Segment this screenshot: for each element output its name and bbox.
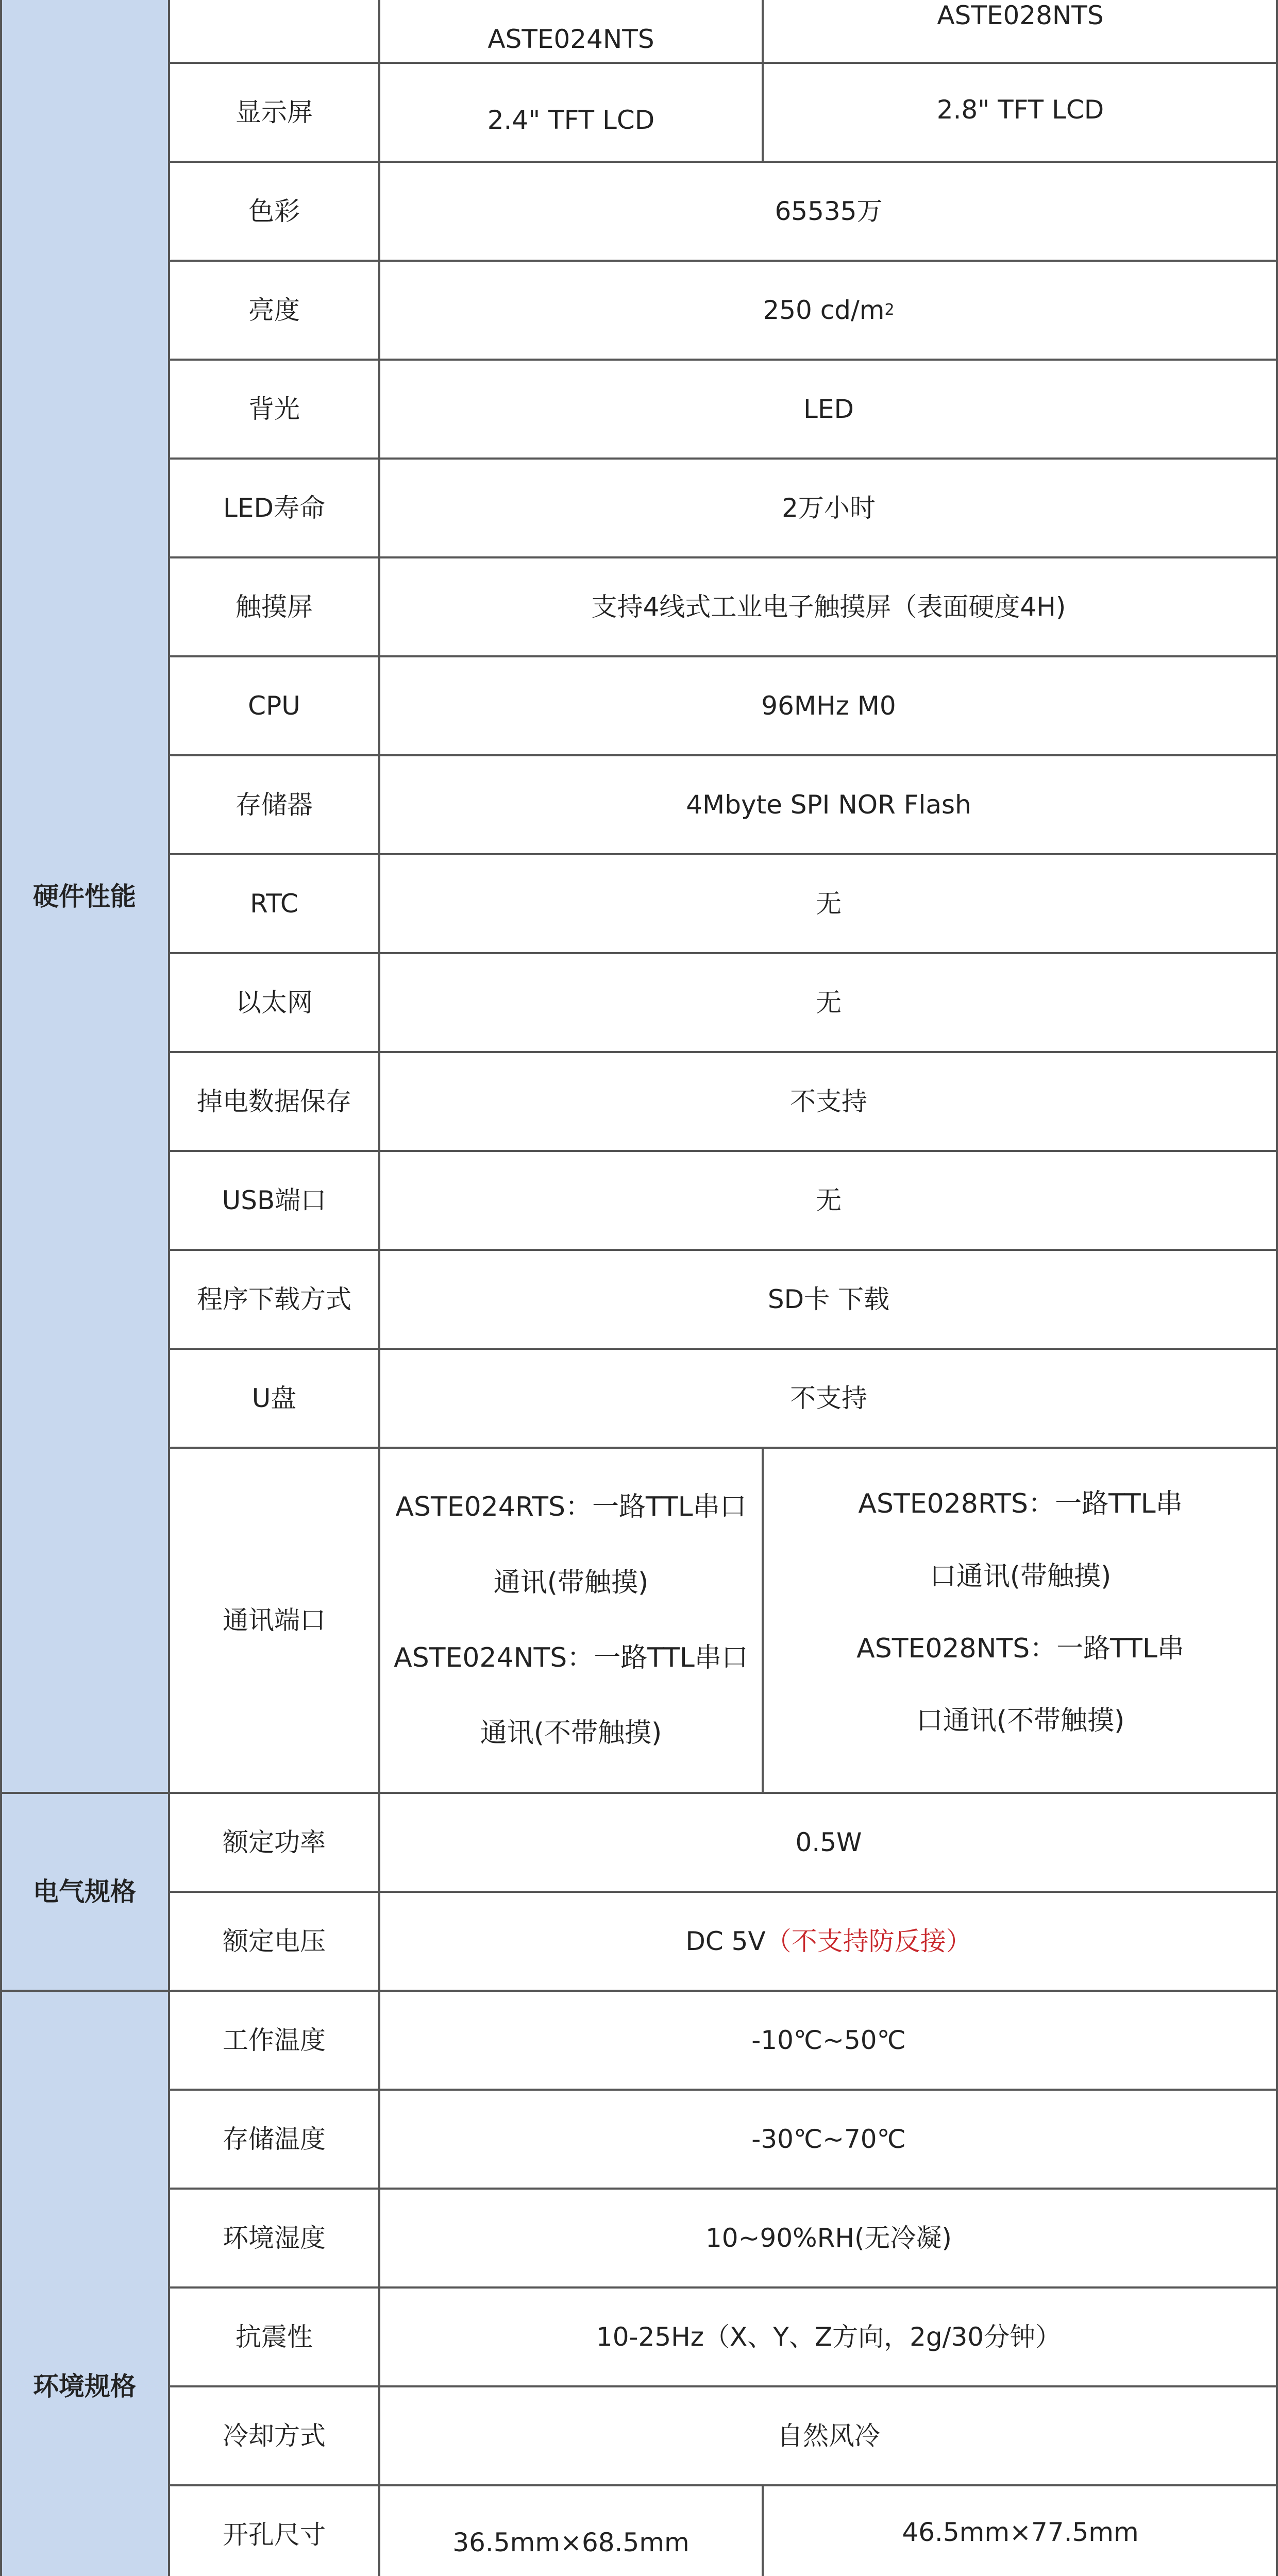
brightness-value: 250 cd/m 2 [379, 261, 1278, 360]
grid-h-row [169, 655, 1278, 657]
grid-v-split-top [762, 0, 764, 162]
label-comm: 通讯端口 [169, 1448, 379, 1793]
rated-voltage-value [379, 1892, 1278, 1991]
humidity-value: 10~90%RH(无冷凝) [379, 2189, 1278, 2287]
grid-h-row [169, 1447, 1278, 1449]
label-store-temp: 存储温度 [169, 2090, 379, 2189]
label-backlight: 背光 [169, 360, 379, 459]
section-electrical: 电气规格 [0, 1793, 169, 1991]
led-life-value: 2万小时 [379, 459, 1278, 557]
section-environment: 环境规格 [0, 1991, 169, 2576]
brightness-text: 250 cd/m [763, 295, 885, 325]
label-color: 色彩 [169, 162, 379, 261]
model-right: ASTE028NTS [763, 0, 1278, 63]
comm-left-line-4: 通讯(不带触摸) [480, 1718, 662, 1749]
grid-v-category [168, 0, 170, 2576]
grid-v-right-edge [1276, 0, 1278, 2576]
rtc-value: 无 [379, 854, 1278, 953]
model-left: ASTE024NTS [379, 0, 763, 63]
grid-v-left-edge [0, 0, 2, 2576]
grid-h-section [0, 1792, 1278, 1794]
comm-right-line-2: 口通讯(带触摸) [929, 1561, 1112, 1592]
grid-h-row [169, 1348, 1278, 1350]
grid-h-row [169, 1891, 1278, 1893]
label-led-life: LED寿命 [169, 459, 379, 557]
label-usb: USB端口 [169, 1151, 379, 1250]
label-brightness: 亮度 [169, 261, 379, 360]
cpu-value: 96MHz M0 [379, 656, 1278, 755]
rated-power-value: 0.5W [379, 1793, 1278, 1892]
grid-h-row [169, 2188, 1278, 2190]
cooling-value: 自然风冷 [379, 2386, 1278, 2485]
comm-right-line-1: ASTE028RTS：一路TTL串 [858, 1488, 1183, 1520]
comm-left-line-1: ASTE024RTS：一路TTL串口 [395, 1492, 747, 1523]
vibration-value: 10-25Hz（X、Y、Z方向，2g/30分钟） [379, 2287, 1278, 2386]
comm-left-line-2: 通讯(带触摸) [493, 1567, 649, 1598]
label-display: 显示屏 [169, 63, 379, 162]
grid-h-row [169, 161, 1278, 163]
label-work-temp: 工作温度 [169, 1991, 379, 2090]
display-left: 2.4" TFT LCD [379, 63, 763, 162]
label-storage: 存储器 [169, 755, 379, 854]
display-right: 2.8" TFT LCD [763, 63, 1278, 162]
label-rated-power: 额定功率 [169, 1793, 379, 1892]
grid-h-row [169, 556, 1278, 558]
grid-h-row [169, 1150, 1278, 1152]
grid-h-row [169, 62, 1278, 64]
grid-v-split-size [762, 2485, 764, 2576]
work-temp-value: -10℃~50℃ [379, 1991, 1278, 2090]
store-temp-value: -30℃~70℃ [379, 2090, 1278, 2189]
backlight-value: LED [379, 360, 1278, 459]
usb-value: 无 [379, 1151, 1278, 1250]
grid-h-row [169, 2286, 1278, 2289]
grid-v-split-comm [762, 1448, 764, 1793]
grid-v-label [378, 0, 380, 2576]
grid-h-row [169, 260, 1278, 262]
label-udisk: U盘 [169, 1349, 379, 1448]
grid-h-row [169, 359, 1278, 361]
grid-h-row [169, 2089, 1278, 2091]
label-vibration: 抗震性 [169, 2287, 379, 2386]
label-cpu: CPU [169, 656, 379, 755]
comm-right-line-3: ASTE028NTS：一路TTL串 [856, 1633, 1184, 1665]
label-cutout: 开孔尺寸 [169, 2485, 379, 2576]
color-value: 65535万 [379, 162, 1278, 261]
power-save-value: 不支持 [379, 1052, 1278, 1151]
comm-left [379, 1448, 763, 1793]
grid-h-row [169, 1249, 1278, 1251]
comm-left-line-3: ASTE024NTS：一路TTL串口 [394, 1642, 748, 1674]
download-value: SD卡 下载 [379, 1250, 1278, 1349]
grid-h-row [169, 952, 1278, 954]
label-cooling: 冷却方式 [169, 2386, 379, 2485]
touch-value: 支持4线式工业电子触摸屏（表面硬度4H) [379, 557, 1278, 656]
grid-h-row [169, 754, 1278, 756]
grid-h-row [169, 2385, 1278, 2387]
cutout-right: 46.5mm×77.5mm [763, 2485, 1278, 2576]
grid-h-row [169, 853, 1278, 855]
storage-value: 4Mbyte SPI NOR Flash [379, 755, 1278, 854]
ethernet-value: 无 [379, 953, 1278, 1052]
grid-h-row [169, 1051, 1278, 1053]
udisk-value: 不支持 [379, 1349, 1278, 1448]
label-rated-voltage: 额定电压 [169, 1892, 379, 1991]
section-hardware: 硬件性能 [0, 0, 169, 1793]
label-ethernet: 以太网 [169, 953, 379, 1052]
label-power-save: 掉电数据保存 [169, 1052, 379, 1151]
rated-voltage-note: （不支持防反接） [765, 1926, 972, 1956]
grid-h-row [169, 2484, 1278, 2486]
label-rtc: RTC [169, 854, 379, 953]
comm-right-line-4: 口通讯(不带触摸) [916, 1705, 1125, 1737]
comm-right [763, 1448, 1278, 1793]
label-download: 程序下载方式 [169, 1250, 379, 1349]
label-humidity: 环境湿度 [169, 2189, 379, 2287]
grid-h-row [169, 457, 1278, 460]
cutout-left: 36.5mm×68.5mm [379, 2485, 763, 2576]
label-touch: 触摸屏 [169, 557, 379, 656]
grid-h-section [0, 1990, 1278, 1992]
rated-voltage-text: DC 5V [685, 1926, 766, 1956]
